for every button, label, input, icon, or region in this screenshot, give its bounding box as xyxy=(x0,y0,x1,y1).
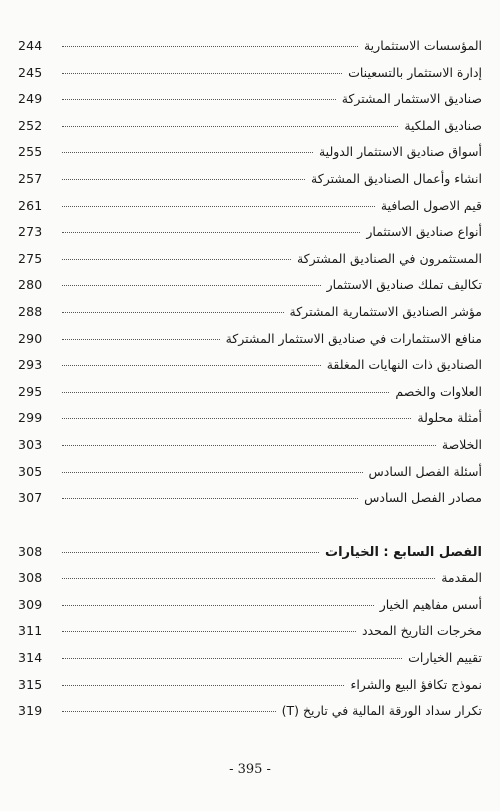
toc-entry-title: تقييم الخيارات xyxy=(408,650,482,666)
toc-entry[interactable] xyxy=(18,38,482,65)
toc-page-number: 273 xyxy=(18,224,43,240)
dot-leader xyxy=(62,46,358,47)
toc-entry[interactable] xyxy=(18,118,482,145)
toc-page-number: 311 xyxy=(18,623,43,639)
table-of-contents xyxy=(18,38,482,730)
toc-entry[interactable] xyxy=(18,171,482,198)
dot-leader xyxy=(62,339,220,340)
dot-leader xyxy=(62,685,344,686)
toc-entry-title: منافع الاستثمارات في صناديق الاستثمار المشتركة xyxy=(225,330,482,346)
dot-leader xyxy=(62,312,284,313)
toc-entry-title: انشاء وأعمال الصناديق المشتركة xyxy=(311,170,482,186)
toc-page-number: 244 xyxy=(18,38,43,53)
toc-page-number: 303 xyxy=(18,436,43,452)
toc-entry[interactable] xyxy=(18,91,482,118)
toc-entry[interactable] xyxy=(18,384,482,411)
dot-leader xyxy=(62,232,360,233)
dot-leader xyxy=(62,472,363,473)
toc-entry-title: نموذج تكافؤ البيع والشراء xyxy=(350,676,482,692)
toc-entry[interactable] xyxy=(18,597,482,624)
dot-leader xyxy=(62,206,375,207)
toc-page-number: 290 xyxy=(18,330,43,346)
toc-entry-title: المستثمرون في الصناديق المشتركة xyxy=(296,250,482,266)
toc-entry-title: الصناديق ذات النهايات المغلقة xyxy=(326,357,482,373)
toc-entry[interactable] xyxy=(18,464,482,491)
dot-leader xyxy=(62,552,319,553)
toc-entry-title: الخلاصة xyxy=(441,436,482,452)
toc-entry-title: تكاليف تملك صناديق الاستثمار xyxy=(326,277,482,293)
dot-leader xyxy=(62,418,411,419)
dot-leader xyxy=(62,73,342,74)
dot-leader xyxy=(62,605,374,606)
toc-entry-title: العلاوات والخصم xyxy=(395,383,482,399)
dot-leader xyxy=(62,179,305,180)
toc-entry-title: مؤشر الصناديق الاستثمارية المشتركة xyxy=(289,303,482,319)
section-gap xyxy=(18,517,482,544)
dot-leader xyxy=(62,445,436,446)
toc-entry[interactable] xyxy=(18,677,482,704)
dot-leader xyxy=(62,126,398,127)
toc-entry[interactable] xyxy=(18,703,482,730)
dot-leader xyxy=(62,285,321,286)
toc-entry[interactable] xyxy=(18,251,482,278)
toc-page-number: 307 xyxy=(18,490,43,506)
toc-page-number: 293 xyxy=(18,357,43,373)
toc-entry-title: مصادر الفصل السادس xyxy=(364,490,482,506)
toc-page-number: 308 xyxy=(18,543,43,559)
toc-entry[interactable] xyxy=(18,144,482,171)
chapter-heading[interactable] xyxy=(18,544,482,571)
toc-entry-title: المؤسسات الاستثمارية xyxy=(363,38,482,53)
toc-entry-title: أسئلة الفصل السادس xyxy=(368,463,482,479)
toc-page-number: 249 xyxy=(18,91,43,107)
toc-page-number: 257 xyxy=(18,170,43,186)
toc-page-number: 315 xyxy=(18,676,43,692)
toc-entry[interactable] xyxy=(18,650,482,677)
toc-page-number: 275 xyxy=(18,250,43,266)
toc-entry[interactable] xyxy=(18,357,482,384)
dot-leader xyxy=(62,498,358,499)
toc-page-number: 299 xyxy=(18,410,43,426)
toc-section-chapter-seven xyxy=(18,570,482,730)
toc-entry-title: إدارة الاستثمار بالتسعينات xyxy=(348,64,482,80)
toc-entry[interactable] xyxy=(18,304,482,331)
toc-page-number: 309 xyxy=(18,596,43,612)
toc-entry-title: مخرجات التاريخ المحدد xyxy=(361,623,482,639)
toc-entry[interactable] xyxy=(18,277,482,304)
toc-entry[interactable] xyxy=(18,198,482,225)
dot-leader xyxy=(62,658,402,659)
toc-entry-title: أسس مفاهيم الخيار xyxy=(379,596,482,612)
toc-entry-title: تكرار سداد الورقة المالية في تاريخ (T) xyxy=(281,703,482,719)
toc-section-chapter-six xyxy=(18,38,482,517)
dot-leader xyxy=(62,259,291,260)
toc-entry[interactable] xyxy=(18,410,482,437)
dot-leader xyxy=(62,711,276,712)
toc-entry-title: المقدمة xyxy=(441,570,482,586)
toc-page-number: 305 xyxy=(18,463,43,479)
page-footer-number: - 395 - xyxy=(229,762,271,777)
toc-entry[interactable] xyxy=(18,490,482,517)
dot-leader xyxy=(62,578,435,579)
toc-entry[interactable] xyxy=(18,570,482,597)
toc-entry[interactable] xyxy=(18,65,482,92)
toc-entry-title: قيم الاصول الصافية xyxy=(380,197,482,213)
toc-page-number: 295 xyxy=(18,383,43,399)
toc-entry[interactable] xyxy=(18,331,482,358)
toc-entry[interactable] xyxy=(18,437,482,464)
toc-page-number: 319 xyxy=(18,703,43,719)
dot-leader xyxy=(62,99,336,100)
toc-entry-title: أنواع صناديق الاستثمار xyxy=(366,224,482,240)
toc-page-number: 308 xyxy=(18,570,43,586)
dot-leader xyxy=(62,392,389,393)
dot-leader xyxy=(62,631,356,632)
toc-entry[interactable] xyxy=(18,224,482,251)
toc-page-number: 314 xyxy=(18,650,43,666)
toc-entry-title: أسواق صناديق الاستثمار الدولية xyxy=(318,144,482,160)
toc-page-number: 252 xyxy=(18,117,43,133)
dot-leader xyxy=(62,365,321,366)
toc-entry-title: صناديق الملكية xyxy=(404,117,482,133)
toc-entry-title: صناديق الاستثمار المشتركة xyxy=(341,91,482,107)
toc-page-number: 245 xyxy=(18,64,43,80)
toc-entry-title: أمثلة محلولة xyxy=(417,410,482,426)
toc-page-number: 261 xyxy=(18,197,43,213)
toc-page-number: 288 xyxy=(18,303,43,319)
dot-leader xyxy=(62,152,313,153)
toc-page-number: 280 xyxy=(18,277,43,293)
toc-entry[interactable] xyxy=(18,623,482,650)
toc-page-number: 255 xyxy=(18,144,43,160)
toc-entry-title: الفصل السابع : الخيارات xyxy=(325,544,482,560)
